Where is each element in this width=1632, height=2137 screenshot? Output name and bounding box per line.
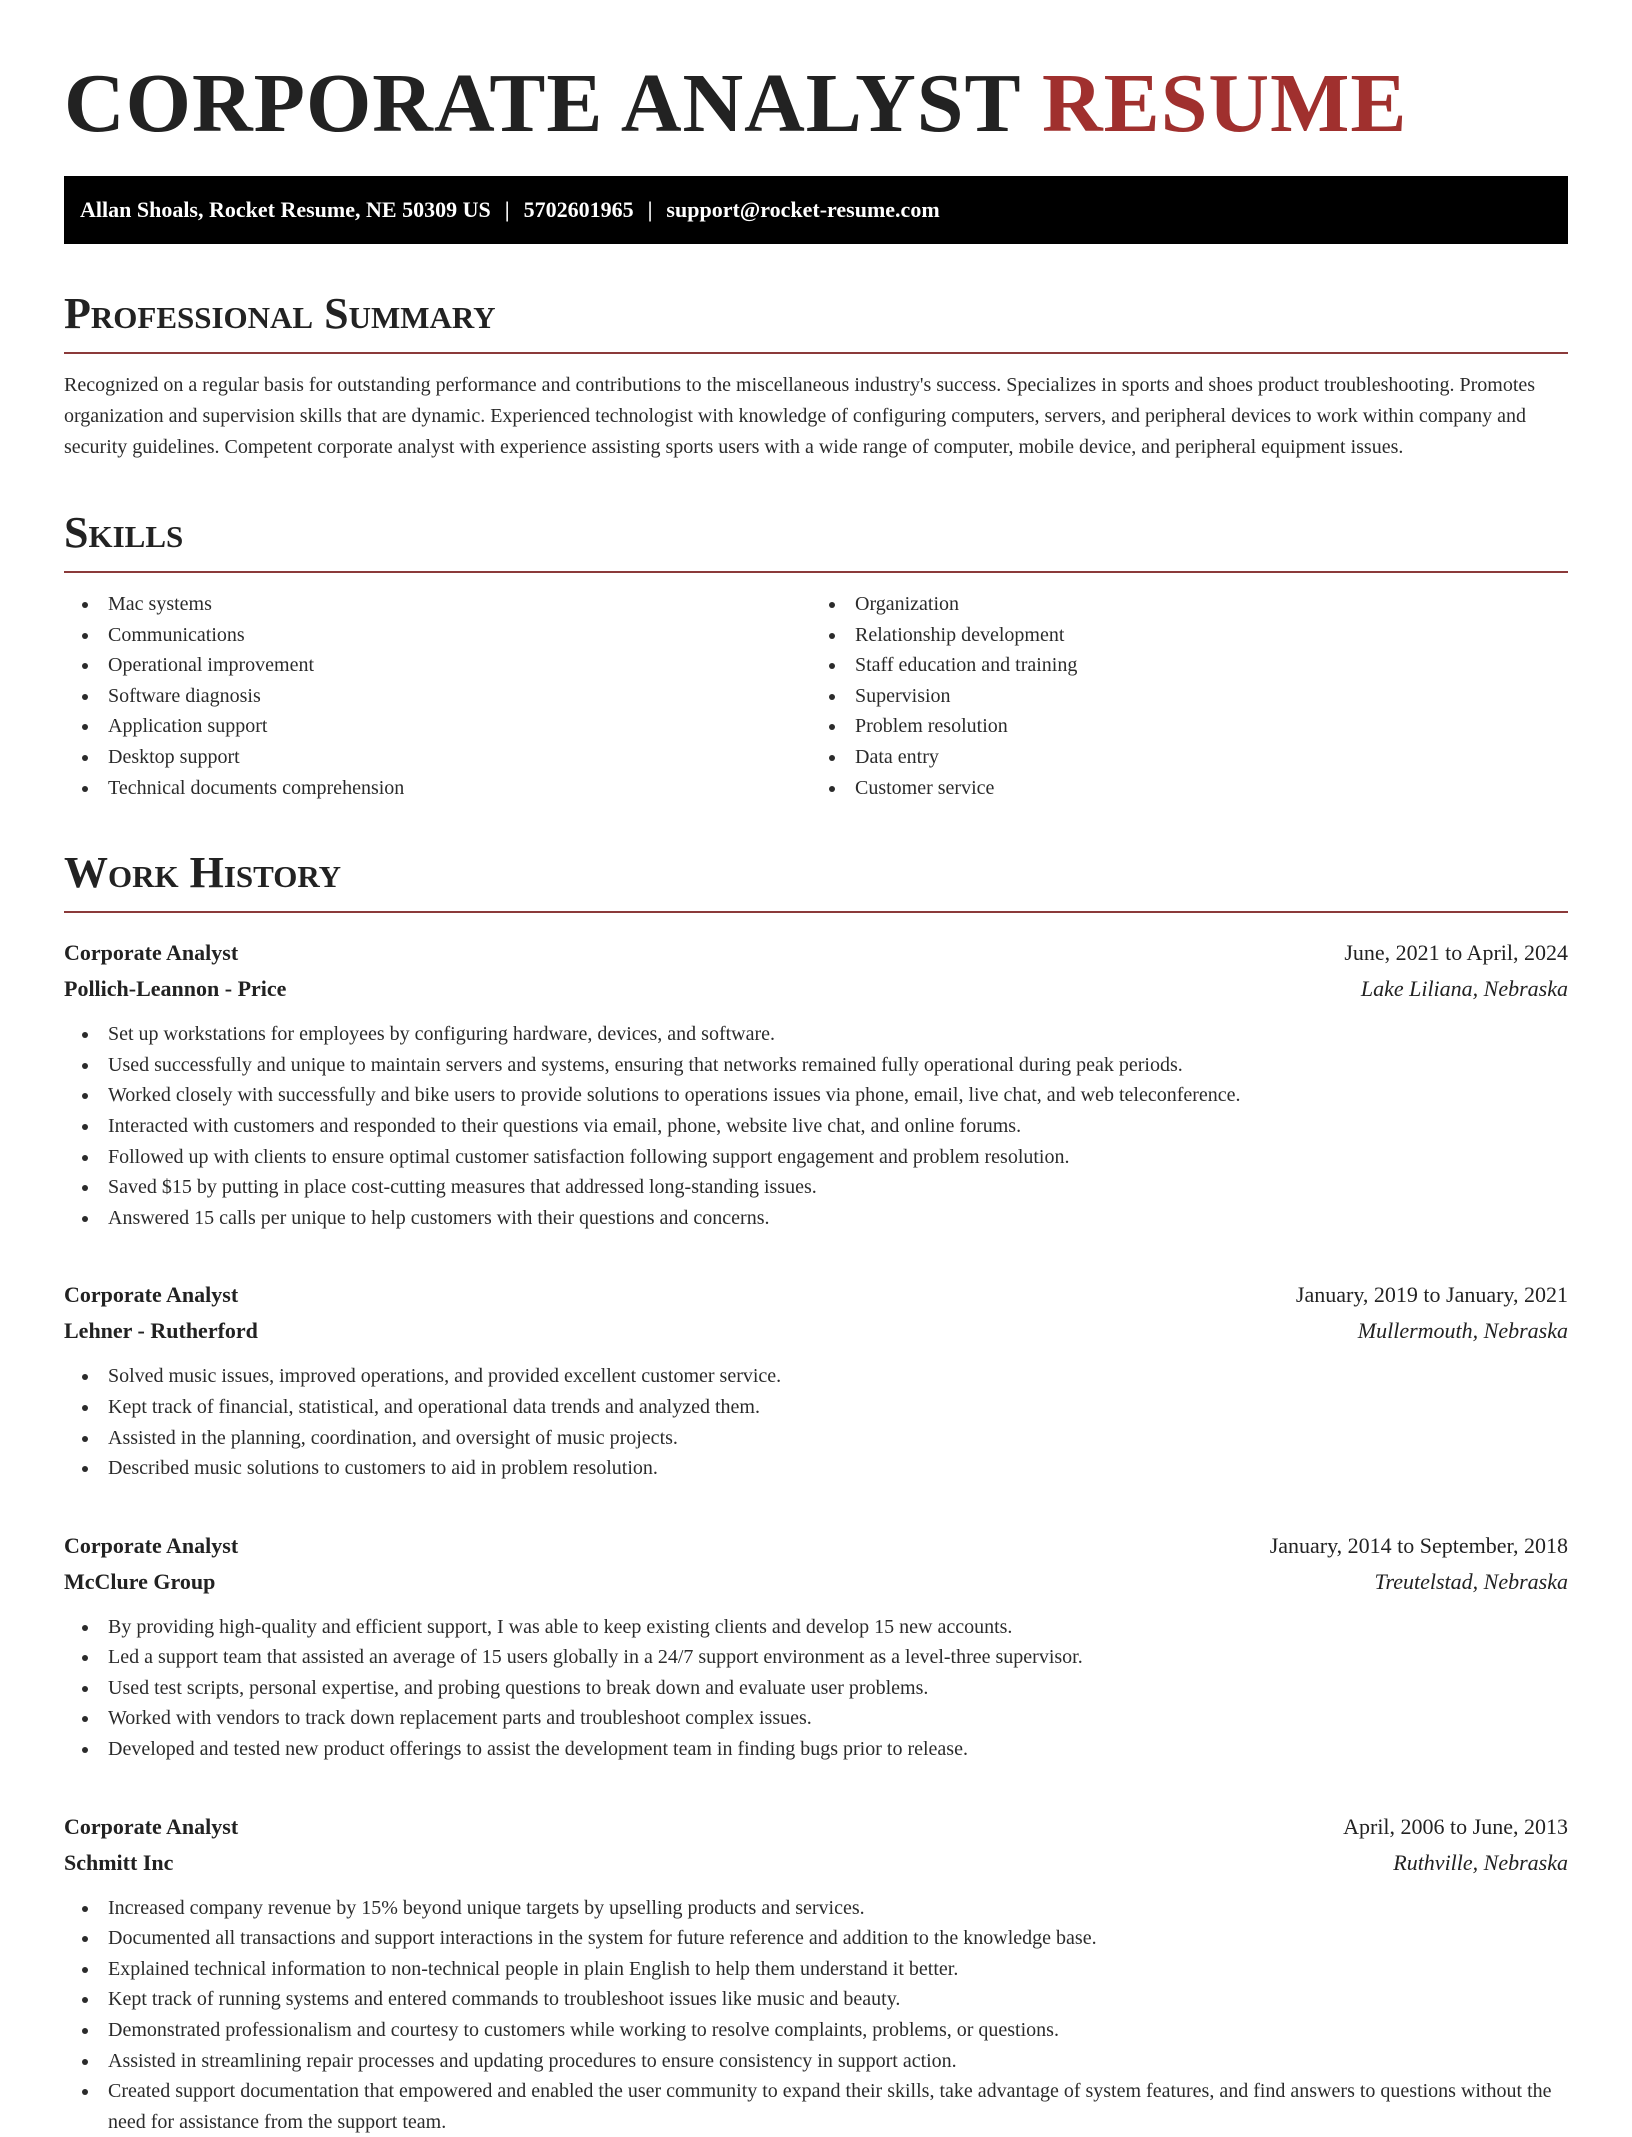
job-entry [64,1809,1568,2137]
job-header-row [64,1277,1568,1313]
job-title: Corporate Analyst [64,1813,239,1839]
job-header-row [64,1809,1568,1845]
job-bullet: Interacted with customers and responded to their questions via email, phone, website live chat, and online forums. [64,1111,1568,1142]
job-company: Lehner - Rutherford [64,1318,258,1344]
job-bullet: Used successfully and unique to maintain servers and systems, ensuring that networks remained fully operational during peak periods. [64,1050,1568,1081]
job-bullet: Answered 15 calls per unique to help customers with their questions and concerns. [64,1203,1568,1234]
job-bullet: By providing high-quality and efficient support, I was able to keep existing clients and develop 15 new accounts. [64,1612,1568,1643]
job-location: Ruthville, Nebraska [1393,1849,1568,1875]
skills-columns [64,589,1568,803]
job-bullet: Worked closely with successfully and bike users to provide solutions to operations issues via phone, email, live chat, and web teleconference. [64,1080,1568,1111]
job-location: Treutelstad, Nebraska [1374,1568,1568,1594]
job-dates: June, 2021 to April, 2024 [1344,940,1568,966]
job-title: Corporate Analyst [64,1282,239,1308]
job-bullet: Described music solutions to customers to aid in problem resolution. [64,1453,1568,1484]
job-bullet: Used test scripts, personal expertise, and probing questions to break down and evaluate user problems. [64,1673,1568,1704]
job-company: Schmitt Inc [64,1849,174,1875]
job-company: Pollich-Leannon - Price [64,976,287,1002]
contact-phone[interactable]: 5702601965 [523,197,634,222]
contact-separator: | [647,197,653,222]
skill-item: Technical documents comprehension [64,773,816,804]
job-bullet: Led a support team that assisted an average of 15 users globally in a 24/7 support environment as a level-three supervisor. [64,1642,1568,1673]
section-heading-work-history: Work History [64,849,1568,913]
contact-bar [64,176,1568,244]
skill-item: Data entry [816,742,1568,773]
job-header-row [64,1528,1568,1564]
job-bullet: Assisted in the planning, coordination, and oversight of music projects. [64,1423,1568,1454]
skill-item: Mac systems [64,589,816,620]
job-company-row [64,1564,1568,1600]
job-location: Lake Liliana, Nebraska [1360,976,1568,1002]
skill-item: Problem resolution [816,711,1568,742]
resume-title [64,56,1568,152]
skill-item: Communications [64,620,816,651]
job-bullets [64,1893,1568,2137]
contact-email[interactable]: support@rocket-resume.com [666,197,940,222]
job-bullet: Saved $15 by putting in place cost-cutting measures that addressed long-standing issues. [64,1172,1568,1203]
job-bullet: Documented all transactions and support interactions in the system for future reference and addition to the knowledge base. [64,1923,1568,1954]
job-dates: April, 2006 to June, 2013 [1343,1813,1568,1839]
skill-item: Application support [64,711,816,742]
skill-item: Software diagnosis [64,681,816,712]
skill-item: Organization [816,589,1568,620]
skill-item: Desktop support [64,742,816,773]
title-main: CORPORATE ANALYST [64,57,1021,150]
job-bullet: Developed and tested new product offerings to assist the development team in finding bugs prior to release. [64,1734,1568,1765]
job-bullet: Explained technical information to non-technical people in plain English to help them understand it better. [64,1954,1568,1985]
job-entry [64,935,1568,1233]
job-bullet: Worked with vendors to track down replacement parts and troubleshoot complex issues. [64,1703,1568,1734]
skill-item: Operational improvement [64,650,816,681]
skill-item: Supervision [816,681,1568,712]
job-bullets [64,1361,1568,1483]
job-location: Mullermouth, Nebraska [1357,1318,1568,1344]
skill-item: Staff education and training [816,650,1568,681]
skill-item: Relationship development [816,620,1568,651]
job-bullet: Solved music issues, improved operations, and provided excellent customer service. [64,1361,1568,1392]
title-accent: RESUME [1042,57,1408,150]
skills-section [64,509,1568,803]
job-entry [64,1277,1568,1483]
job-bullet: Kept track of running systems and entered commands to troubleshoot issues like music and beauty. [64,1984,1568,2015]
summary-text: Recognized on a regular basis for outstanding performance and contributions to the miscellaneous industry's success. Specializes in sports and shoes product troubleshooting. Promotes organization and supervision skills that are dynamic. Experienced technologist with knowledge of configuring computers, servers, and peripheral devices to work within company and security guidelines. Competent corporate analyst with experience assisting sports users with a wide range of computer, mobile device, and peripheral equipment issues. [64,374,1536,458]
job-dates: January, 2014 to September, 2018 [1269,1532,1568,1558]
job-bullet: Created support documentation that empowered and enabled the user community to expand their skills, take advantage of system features, and find answers to questions without the need for assistance from the support team. [64,2076,1568,2137]
contact-separator: | [504,197,510,222]
section-heading-summary: Professional Summary [64,290,1568,354]
job-company-row [64,1845,1568,1881]
job-title: Corporate Analyst [64,940,239,966]
skill-item: Customer service [816,773,1568,804]
skills-list-left [64,589,816,803]
professional-summary-section [64,290,1568,463]
job-bullet: Followed up with clients to ensure optimal customer satisfaction following support engagement and problem resolution. [64,1142,1568,1173]
work-history-section [64,849,1568,2137]
job-title: Corporate Analyst [64,1532,239,1558]
job-dates: January, 2019 to January, 2021 [1295,1282,1568,1308]
job-bullet: Set up workstations for employees by configuring hardware, devices, and software. [64,1019,1568,1050]
job-bullets [64,1019,1568,1233]
skills-list-right [816,589,1568,803]
job-entry [64,1528,1568,1765]
job-bullet: Kept track of financial, statistical, and operational data trends and analyzed them. [64,1392,1568,1423]
job-company-row [64,971,1568,1007]
job-company: McClure Group [64,1568,216,1594]
contact-address: Allan Shoals, Rocket Resume, NE 50309 US [80,197,491,222]
job-company-row [64,1313,1568,1349]
job-header-row [64,935,1568,971]
job-bullets [64,1612,1568,1765]
job-bullet: Increased company revenue by 15% beyond unique targets by upselling products and services. [64,1893,1568,1924]
job-bullet: Demonstrated professionalism and courtesy to customers while working to resolve complaints, problems, or questions. [64,2015,1568,2046]
job-bullet: Assisted in streamlining repair processes and updating procedures to ensure consistency in support action. [64,2046,1568,2077]
section-heading-skills: Skills [64,509,1568,573]
